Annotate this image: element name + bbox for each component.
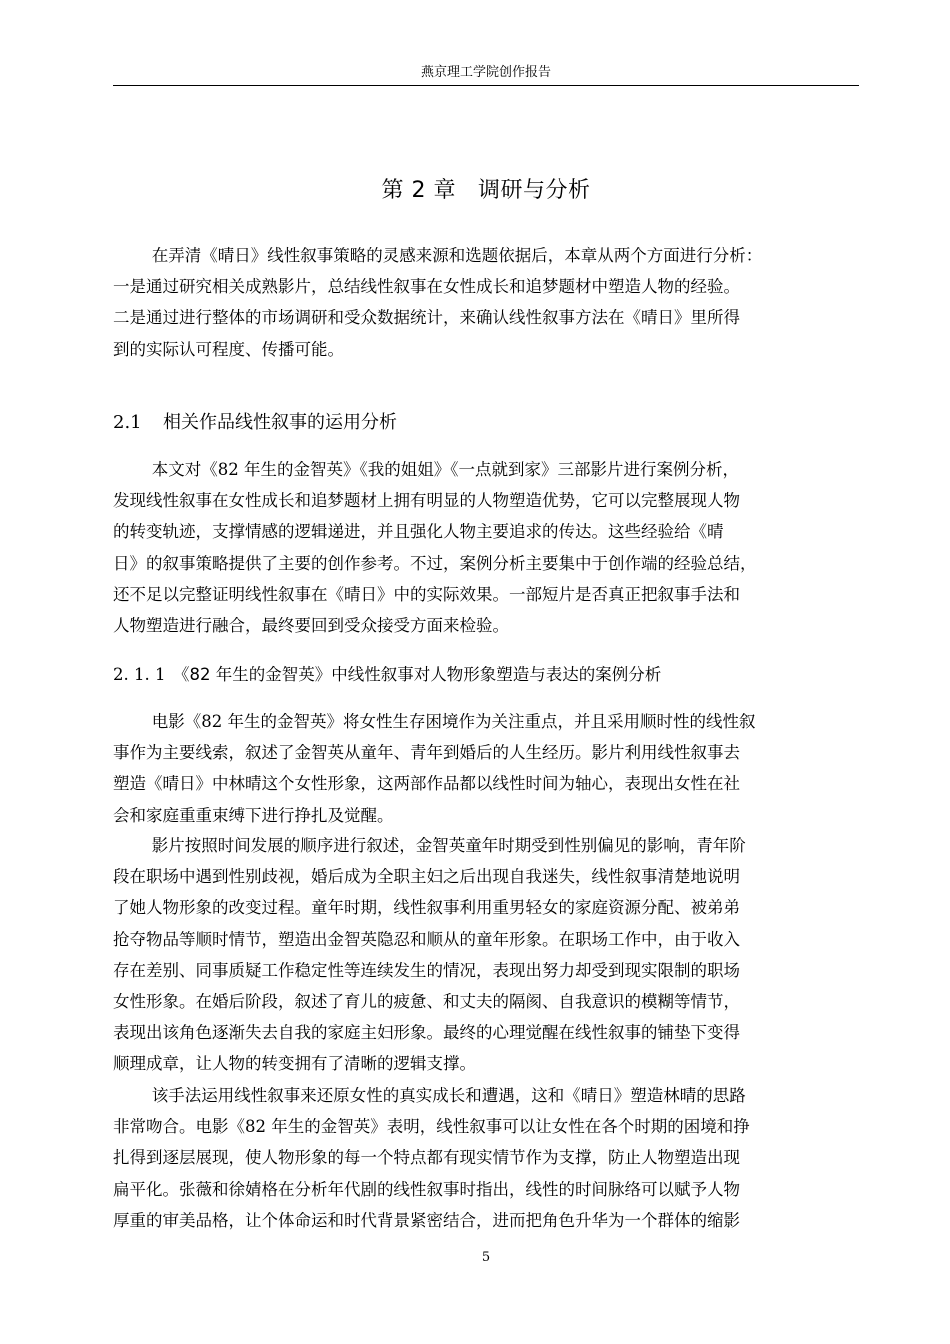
text-line: 塑造《晴日》中林晴这个女性形象，这两部作品都以线性时间为轴心，表现出女性在社 bbox=[113, 774, 740, 794]
text-line: 抢夺物品等顺时情节，塑造出金智英隐忍和顺从的童年形象。在职场工作中，由于收入 bbox=[113, 929, 740, 949]
text-line: 顺理成章，让人物的转变拥有了清晰的逻辑支撑。 bbox=[113, 1054, 476, 1074]
chapter-heading: 调研与分析 bbox=[477, 178, 591, 203]
text-line: 人物塑造进行融合，最终要回到受众接受方面来检验。 bbox=[113, 616, 509, 636]
running-header: 燕京理工学院创作报告 bbox=[420, 65, 551, 80]
text-line: 事作为主要线索，叙述了金智英从童年、青年到婚后的人生经历。影片利用线性叙事去 bbox=[113, 743, 740, 763]
text-line: 扁平化。张薇和徐婧格在分析年代剧的线性叙事时指出，线性的时间脉络可以赋予人物 bbox=[113, 1179, 740, 1199]
paragraph-3 bbox=[113, 1080, 859, 1236]
text-line: 发现线性叙事在女性成长和追梦题材上拥有明显的人物塑造优势，它可以完整展现人物 bbox=[113, 491, 740, 511]
text-line: 该手法运用线性叙事来还原女性的真实成长和遭遇，这和《晴日》塑造林晴的思路 bbox=[151, 1086, 746, 1105]
chapter-number: 第 2 章 bbox=[381, 178, 456, 203]
subsection-number: 2. 1. 1 bbox=[113, 665, 166, 684]
section-paragraph bbox=[113, 454, 859, 641]
chapter-title bbox=[113, 174, 859, 208]
section-heading bbox=[113, 409, 859, 437]
intro-paragraph bbox=[113, 240, 859, 365]
text-line: 还不足以完整证明线性叙事在《晴日》中的实际效果。一部短片是否真正把叙事手法和 bbox=[113, 584, 740, 604]
text-line: 段在职场中遇到性别歧视，婚后成为全职主妇之后出现自我迷失，线性叙事清楚地说明 bbox=[113, 867, 740, 887]
paragraph-1 bbox=[113, 706, 859, 831]
section-title: 相关作品线性叙事的运用分析 bbox=[163, 412, 397, 433]
text-line: 表现出该角色逐渐失去自我的家庭主妇形象。最终的心理觉醒在线性叙事的铺垫下变得 bbox=[113, 1023, 740, 1043]
text-line: 电影《82 年生的金智英》将女性生存困境作为关注重点，并且采用顺时性的线性叙 bbox=[151, 712, 756, 731]
subsection-heading bbox=[113, 662, 859, 688]
page-number: 5 bbox=[481, 1250, 491, 1265]
text-line: 日》的叙事策略提供了主要的创作参考。不过，案例分析主要集中于创作端的经验总结， bbox=[113, 553, 757, 573]
header-rule bbox=[113, 85, 859, 86]
text-line: 一是通过研究相关成熟影片，总结线性叙事在女性成长和追梦题材中塑造人物的经验。 bbox=[113, 277, 740, 297]
paragraph-2 bbox=[113, 830, 859, 1080]
text-line: 厚重的审美品格，让个体命运和时代背景紧密结合，进而把角色升华为一个群体的缩影 bbox=[113, 1210, 740, 1230]
text-line: 存在差别、同事质疑工作稳定性等连续发生的情况，表现出努力却受到现实限制的职场 bbox=[113, 960, 740, 980]
text-line: 会和家庭重重束缚下进行挣扎及觉醒。 bbox=[113, 805, 394, 825]
text-line: 了她人物形象的改变过程。童年时期，线性叙事利用重男轻女的家庭资源分配、被弟弟 bbox=[113, 898, 740, 918]
text-line: 非常吻合。电影《82 年生的金智英》表明，线性叙事可以让女性在各个时期的困境和挣 bbox=[113, 1117, 750, 1137]
subsection-title: 《82 年生的金智英》中线性叙事对人物形象塑造与表达的案例分析 bbox=[173, 665, 662, 684]
text-line: 本文对《82 年生的金智英》《我的姐姐》《一点就到家》三部影片进行案例分析， bbox=[151, 460, 740, 479]
text-line: 影片按照时间发展的顺序进行叙述，金智英童年时期受到性别偏见的影响，青年阶 bbox=[151, 836, 746, 855]
text-line: 到的实际认可程度、传播可能。 bbox=[113, 339, 344, 359]
text-line: 扎得到逐层展现，使人物形象的每一个特点都有现实情节作为支撑，防止人物塑造出现 bbox=[113, 1148, 740, 1168]
text-line: 在弄清《晴日》线性叙事策略的灵感来源和选题依据后，本章从两个方面进行分析： bbox=[151, 246, 763, 265]
text-line: 的转变轨迹，支撑情感的逻辑递进，并且强化人物主要追求的传达。这些经验给《晴 bbox=[113, 522, 724, 542]
text-line: 女性形象。在婚后阶段，叙述了育儿的疲惫、和丈夫的隔阂、自我意识的模糊等情节， bbox=[113, 992, 740, 1012]
text-line: 二是通过进行整体的市场调研和受众数据统计，来确认线性叙事方法在《晴日》里所得 bbox=[113, 308, 740, 328]
section-number: 2.1 bbox=[113, 412, 142, 433]
